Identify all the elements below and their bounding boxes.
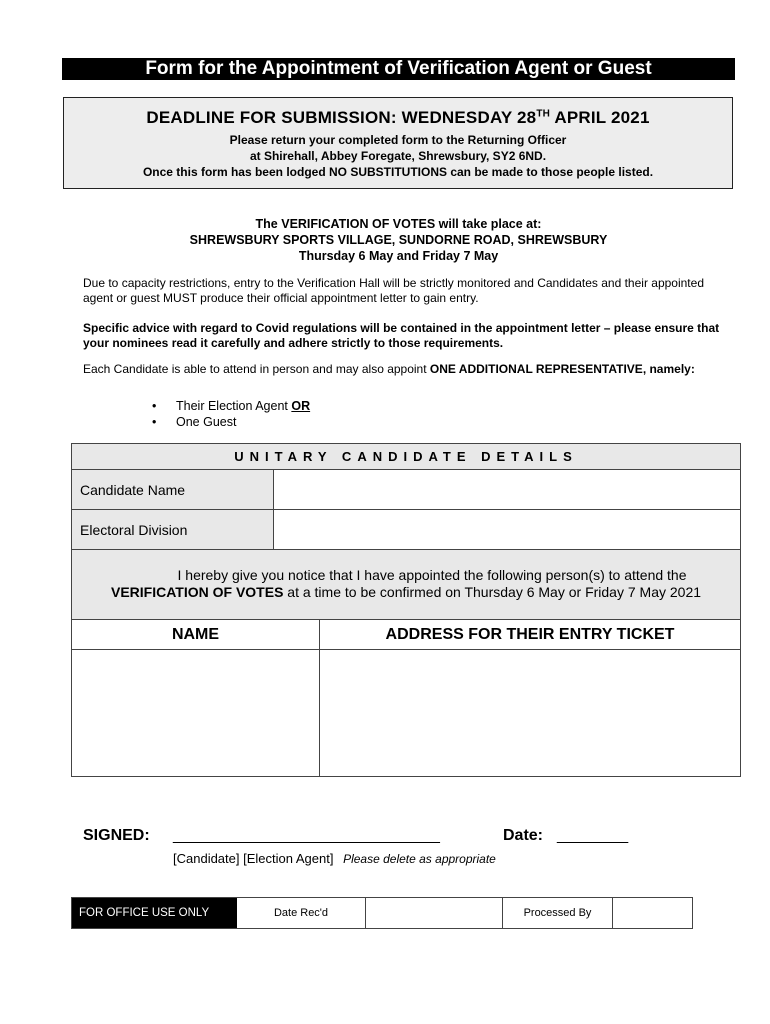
processed-by-field[interactable] bbox=[613, 898, 692, 928]
date-label: Date: bbox=[503, 827, 544, 844]
electoral-division-label: Electoral Division bbox=[72, 510, 274, 550]
candidate-name-field[interactable] bbox=[274, 470, 740, 510]
candidate-name-label: Candidate Name bbox=[72, 470, 274, 510]
covid-paragraph: Specific advice with regard to Covid regulations will be contained in the appointment letter – please ensure that your nominees read it carefully and adhere strictly to those requirements. bbox=[83, 321, 720, 350]
venue-dates: Thursday 6 May and Friday 7 May bbox=[298, 249, 499, 263]
processed-by-label: Processed By bbox=[503, 898, 613, 928]
form-title: Form for the Appointment of Verification Agent or Guest bbox=[62, 58, 735, 80]
capacity-paragraph: Due to capacity restrictions, entry to the Verification Hall will be strictly monitored and Candidates and their appointed agent or guest MUST produce their official appointment letter to gain entry. bbox=[83, 276, 704, 305]
signatory-role: [Candidate] [Election Agent] Please delete as appropriate bbox=[173, 851, 496, 866]
venue-location: SHREWSBURY SPORTS VILLAGE, SUNDORNE ROAD, SHREWSBURY bbox=[189, 233, 608, 247]
representative-list bbox=[152, 398, 310, 430]
signature-line[interactable]: ______________________________ bbox=[173, 827, 440, 844]
deadline-substitution-line: Once this form has been lodged NO SUBSTITUTIONS can be made to those people listed. bbox=[142, 165, 654, 179]
candidate-details-table bbox=[71, 443, 741, 777]
deadline-address-line: at Shirehall, Abbey Foregate, Shrewsbury, SY2 6ND. bbox=[249, 149, 547, 163]
appointee-address-field[interactable] bbox=[320, 650, 740, 776]
office-use-label: FOR OFFICE USE ONLY bbox=[72, 898, 237, 928]
deadline-return-line: Please return your completed form to the Returning Officer bbox=[229, 133, 567, 147]
appointee-name-field[interactable] bbox=[72, 650, 320, 776]
list-item: • One Guest bbox=[152, 414, 310, 430]
electoral-division-field[interactable] bbox=[274, 510, 740, 550]
name-column-header: NAME bbox=[72, 620, 320, 650]
office-use-table bbox=[71, 897, 693, 929]
venue-block bbox=[62, 216, 735, 264]
date-received-label: Date Rec'd bbox=[237, 898, 366, 928]
deadline-box bbox=[63, 97, 733, 189]
representative-paragraph: Each Candidate is able to attend in person and may also appoint ONE ADDITIONAL REPRESENTATIVE, namely: bbox=[83, 362, 695, 376]
venue-intro: The VERIFICATION OF VOTES will take place at: bbox=[255, 217, 542, 231]
signed-label: SIGNED: bbox=[83, 827, 150, 844]
date-received-field[interactable] bbox=[366, 898, 503, 928]
appointment-notice: I hereby give you notice that I have appointed the following person(s) to attend the VERIFICATION OF VOTES at a time to be confirmed on Thursday 6 May or Friday 7 May 2021 bbox=[72, 550, 740, 620]
deadline-heading: DEADLINE FOR SUBMISSION: WEDNESDAY 28TH APRIL 2021 bbox=[146, 108, 650, 127]
date-line[interactable]: ________ bbox=[557, 827, 629, 844]
list-item: • Their Election Agent OR bbox=[152, 398, 310, 414]
table-header: UNITARY CANDIDATE DETAILS bbox=[72, 444, 740, 470]
address-column-header: ADDRESS FOR THEIR ENTRY TICKET bbox=[320, 620, 740, 650]
